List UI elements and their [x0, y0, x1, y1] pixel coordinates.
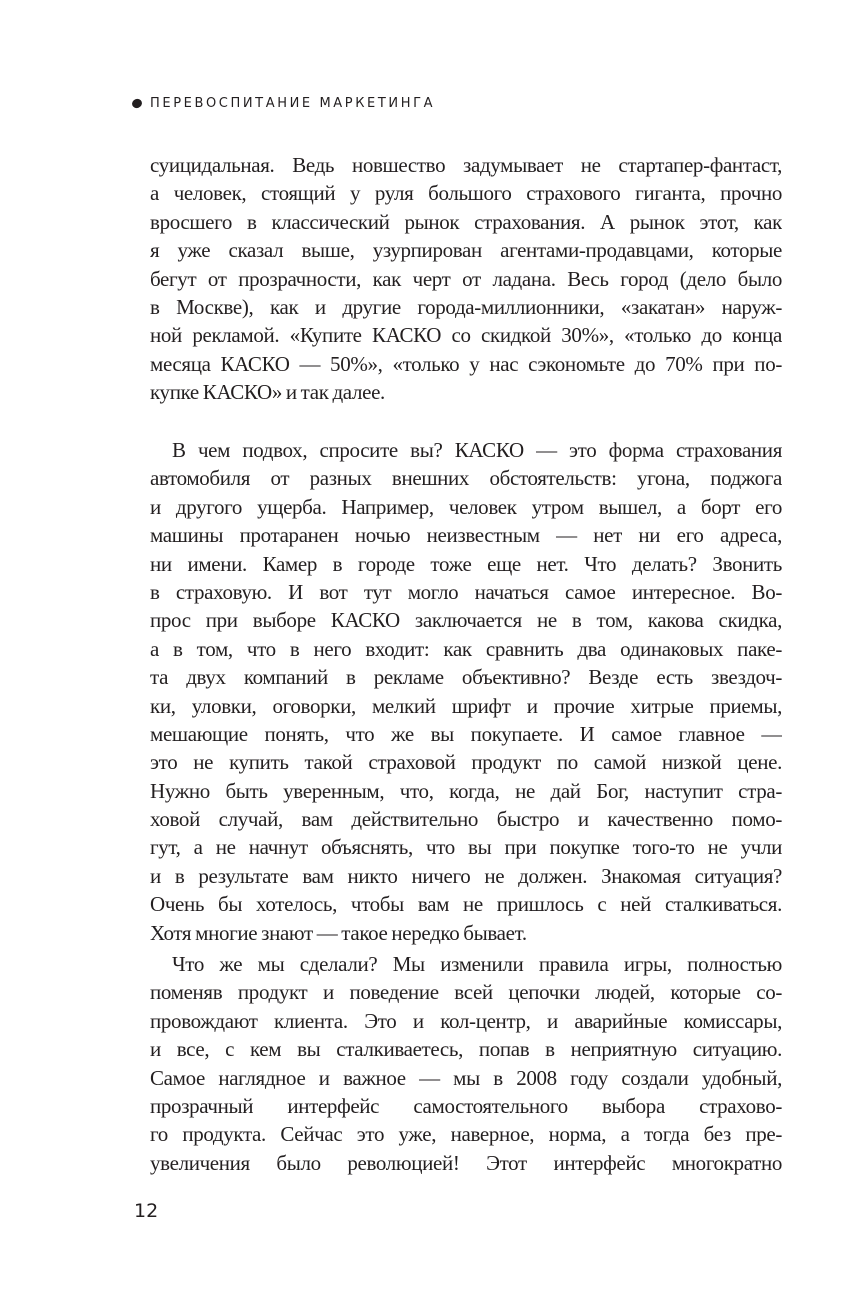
text-line: и в результате вам никто ничего не должен. Знакомая ситуация? — [150, 863, 782, 888]
paragraph-3 — [150, 950, 782, 1177]
bullet-icon — [131, 98, 143, 110]
text-line: ни имени. Камер в городе тоже еще нет. Что делать? Звонить — [150, 551, 782, 576]
text-line: ки, уловки, оговорки, мелкий шрифт и прочие хитрые приемы, — [150, 693, 782, 718]
text-line: а человек, стоящий у руля большого страхового гиганта, прочно — [150, 181, 782, 206]
text-line: Хотя многие знают — такое нередко бывает. — [150, 920, 527, 945]
text-line: и все, с кем вы сталкиваетесь, попав в неприятную ситуацию. — [150, 1037, 782, 1062]
text-line: поменяв продукт и поведение всей цепочки людей, которые со- — [150, 980, 782, 1005]
text-line: в страховую. И вот тут могло начаться самое интересное. Во- — [150, 579, 782, 604]
text-line: Очень бы хотелось, чтобы вам не пришлось с ней сталкиваться. — [150, 892, 782, 917]
text-line: го продукта. Сейчас это уже, наверное, норма, а тогда без пре- — [150, 1122, 782, 1147]
text-line: и другого ущерба. Например, человек утром вышел, а борт его — [150, 494, 782, 519]
text-line: мешающие понять, что же вы покупаете. И самое главное — — [150, 721, 782, 746]
text-line: вросшего в классический рынок страхования. А рынок этот, как — [150, 209, 782, 234]
text-line: ховой случай, вам действительно быстро и качественно помо- — [150, 807, 782, 832]
text-line: месяца КАСКО — 50%», «только у нас сэкономьте до 70% при по- — [150, 351, 782, 376]
text-line: В чем подвох, спросите вы? КАСКО — это форма страхования — [172, 438, 782, 462]
text-line: купке КАСКО» и так далее. — [150, 380, 385, 405]
running-header-text: ПЕРЕВОСПИТАНИЕ МАРКЕТИНГА — [150, 96, 436, 111]
text-line: Что же мы сделали? Мы изменили правила игры, полностью — [172, 952, 782, 976]
text-line: прозрачный интерфейс самостоятельного выбора страхово- — [150, 1093, 782, 1118]
text-line: это не купить такой страховой продукт по самой низкой цене. — [150, 750, 782, 775]
text-line: провождают клиента. Это и кол-центр, и аварийные комиссары, — [150, 1008, 782, 1033]
text-line: а в том, что в него входит: как сравнить два одинаковых паке- — [150, 636, 782, 661]
text-line: та двух компаний в рекламе объективно? Везде есть звездоч- — [150, 665, 782, 690]
text-line: ной рекламой. «Купите КАСКО со скидкой 30%», «только до конца — [150, 323, 782, 348]
text-line: прос при выборе КАСКО заключается не в том, какова скидка, — [150, 608, 782, 633]
text-line: Нужно быть уверенным, что, когда, не дай Бог, наступит стра- — [150, 778, 782, 803]
text-line: в Москве), как и другие города-миллионники, «закатан» наруж- — [150, 294, 782, 319]
text-line: автомобиля от разных внешних обстоятельств: угона, поджога — [150, 466, 782, 491]
text-line: машины протаранен ночью неизвестным — нет ни его адреса, — [150, 523, 782, 548]
text-line: увеличения было революцией! Этот интерфейс многократно — [150, 1150, 782, 1175]
text-line: Самое наглядное и важное — мы в 2008 году создали удобный, — [150, 1065, 782, 1090]
paragraph-1 — [150, 151, 782, 407]
text-line: я уже сказал выше, узурпирован агентами-продавцами, которые — [150, 238, 782, 263]
paragraph-2 — [150, 436, 782, 947]
text-line: суицидальная. Ведь новшество задумывает не стартапер-фантаст, — [150, 153, 782, 177]
text-line: бегут от прозрачности, как черт от ладана. Весь город (дело было — [150, 266, 782, 291]
text-line: гут, а не начнут объяснять, что вы при покупке того-то не учли — [150, 835, 782, 860]
running-header — [132, 96, 435, 111]
page-number: 12 — [134, 1200, 159, 1222]
